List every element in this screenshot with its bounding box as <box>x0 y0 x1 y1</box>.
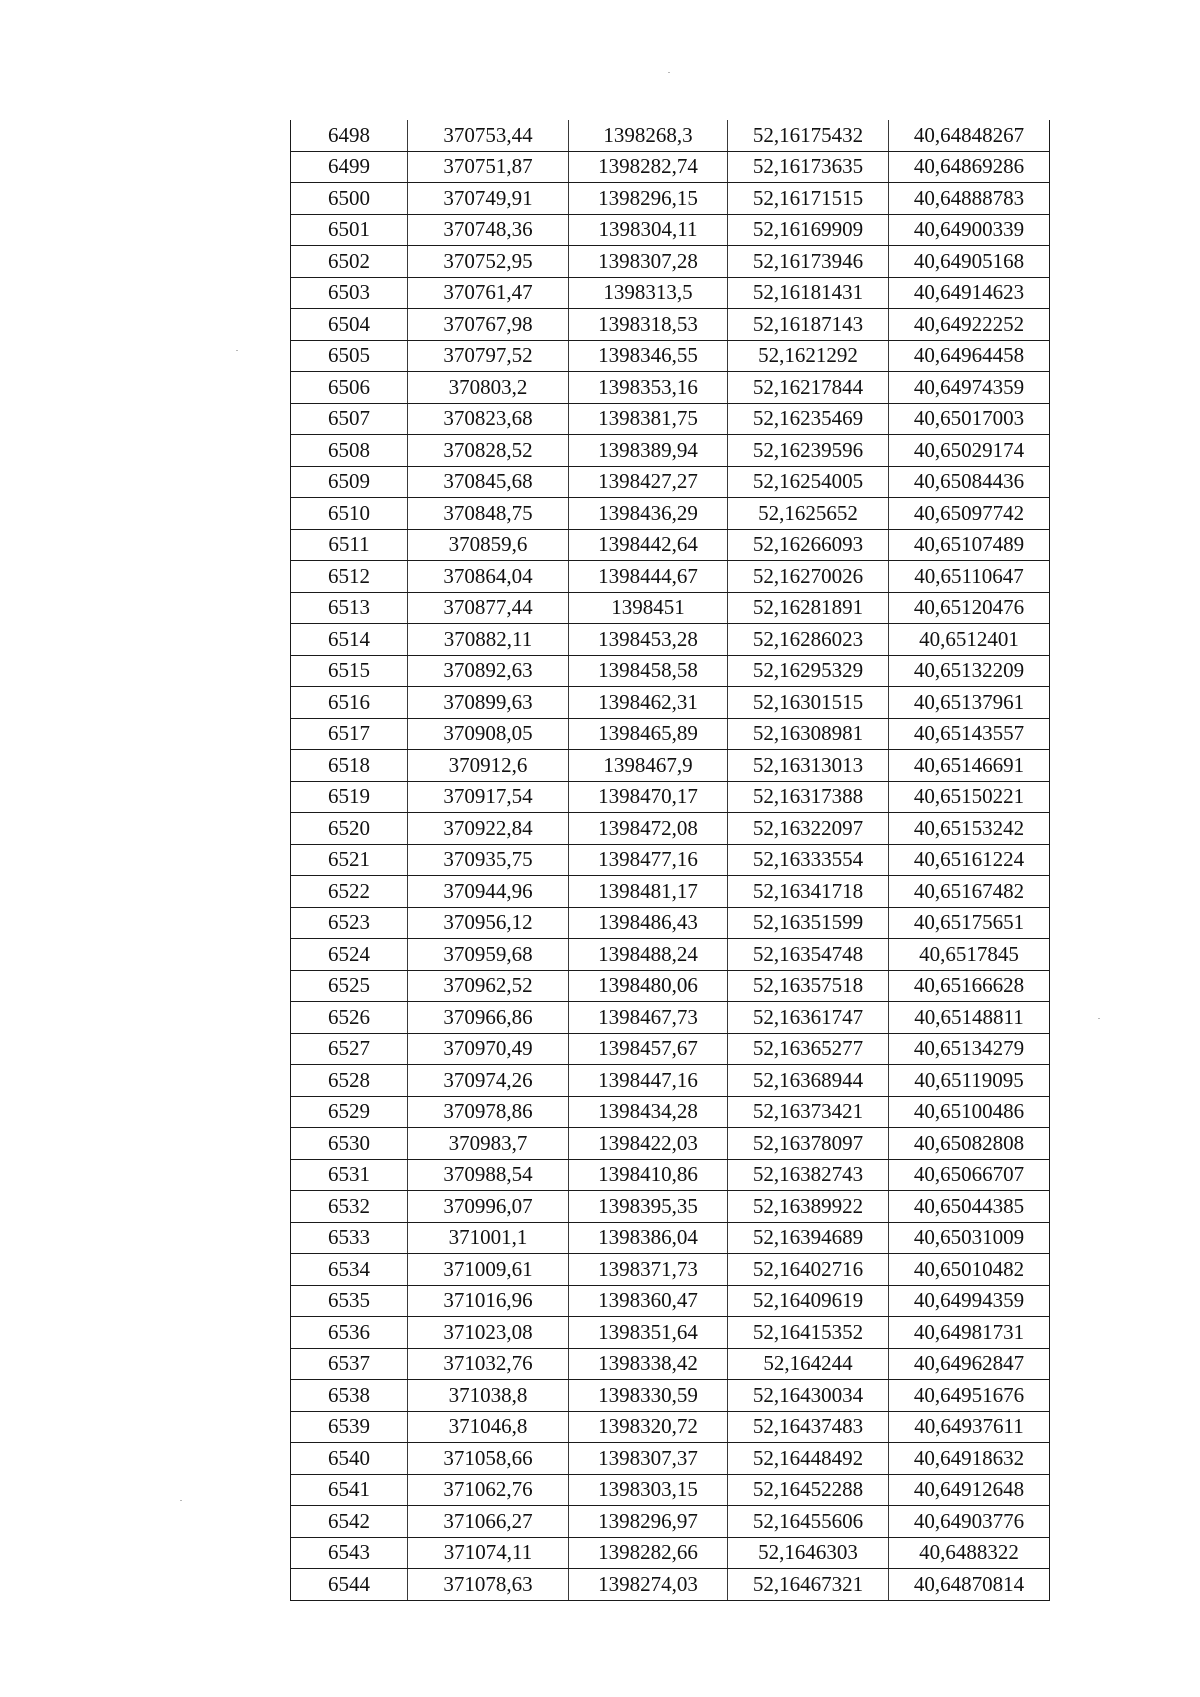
y-coordinate-cell: 1398453,28 <box>569 624 728 656</box>
table-row <box>291 939 1050 971</box>
x-coordinate-cell: 370988,54 <box>408 1159 569 1191</box>
table-row <box>291 1254 1050 1286</box>
longitude-cell: 40,65119095 <box>889 1065 1050 1097</box>
point-number-cell: 6506 <box>291 372 408 404</box>
table-row <box>291 1443 1050 1475</box>
point-number-cell: 6534 <box>291 1254 408 1286</box>
latitude-cell: 52,16181431 <box>728 277 889 309</box>
point-number-cell: 6515 <box>291 655 408 687</box>
latitude-cell: 52,16217844 <box>728 372 889 404</box>
x-coordinate-cell: 370917,54 <box>408 781 569 813</box>
latitude-cell: 52,1646303 <box>728 1537 889 1569</box>
x-coordinate-cell: 370753,44 <box>408 120 569 151</box>
point-number-cell: 6499 <box>291 151 408 183</box>
longitude-cell: 40,64922252 <box>889 309 1050 341</box>
y-coordinate-cell: 1398307,28 <box>569 246 728 278</box>
y-coordinate-cell: 1398371,73 <box>569 1254 728 1286</box>
longitude-cell: 40,64981731 <box>889 1317 1050 1349</box>
latitude-cell: 52,16430034 <box>728 1380 889 1412</box>
y-coordinate-cell: 1398462,31 <box>569 687 728 719</box>
longitude-cell: 40,64912648 <box>889 1474 1050 1506</box>
y-coordinate-cell: 1398477,16 <box>569 844 728 876</box>
point-number-cell: 6533 <box>291 1222 408 1254</box>
x-coordinate-cell: 370956,12 <box>408 907 569 939</box>
table-row <box>291 1002 1050 1034</box>
longitude-cell: 40,65120476 <box>889 592 1050 624</box>
point-number-cell: 6507 <box>291 403 408 435</box>
point-number-cell: 6539 <box>291 1411 408 1443</box>
table-row <box>291 214 1050 246</box>
table-row <box>291 120 1050 151</box>
x-coordinate-cell: 371001,1 <box>408 1222 569 1254</box>
point-number-cell: 6503 <box>291 277 408 309</box>
longitude-cell: 40,65082808 <box>889 1128 1050 1160</box>
latitude-cell: 52,16187143 <box>728 309 889 341</box>
point-number-cell: 6521 <box>291 844 408 876</box>
latitude-cell: 52,16173946 <box>728 246 889 278</box>
y-coordinate-cell: 1398346,55 <box>569 340 728 372</box>
latitude-cell: 52,16415352 <box>728 1317 889 1349</box>
longitude-cell: 40,64869286 <box>889 151 1050 183</box>
x-coordinate-cell: 370959,68 <box>408 939 569 971</box>
y-coordinate-cell: 1398480,06 <box>569 970 728 1002</box>
x-coordinate-cell: 370761,47 <box>408 277 569 309</box>
longitude-cell: 40,65166628 <box>889 970 1050 1002</box>
x-coordinate-cell: 370848,75 <box>408 498 569 530</box>
table-row <box>291 1096 1050 1128</box>
longitude-cell: 40,6517845 <box>889 939 1050 971</box>
point-number-cell: 6531 <box>291 1159 408 1191</box>
y-coordinate-cell: 1398427,27 <box>569 466 728 498</box>
longitude-cell: 40,6488322 <box>889 1537 1050 1569</box>
y-coordinate-cell: 1398353,16 <box>569 372 728 404</box>
point-number-cell: 6522 <box>291 876 408 908</box>
x-coordinate-cell: 370970,49 <box>408 1033 569 1065</box>
y-coordinate-cell: 1398395,35 <box>569 1191 728 1223</box>
point-number-cell: 6501 <box>291 214 408 246</box>
point-number-cell: 6529 <box>291 1096 408 1128</box>
point-number-cell: 6530 <box>291 1128 408 1160</box>
longitude-cell: 40,64951676 <box>889 1380 1050 1412</box>
latitude-cell: 52,16378097 <box>728 1128 889 1160</box>
longitude-cell: 40,64870814 <box>889 1569 1050 1601</box>
longitude-cell: 40,64903776 <box>889 1506 1050 1538</box>
y-coordinate-cell: 1398481,17 <box>569 876 728 908</box>
y-coordinate-cell: 1398360,47 <box>569 1285 728 1317</box>
x-coordinate-cell: 370983,7 <box>408 1128 569 1160</box>
x-coordinate-cell: 370978,86 <box>408 1096 569 1128</box>
longitude-cell: 40,64888783 <box>889 183 1050 215</box>
x-coordinate-cell: 370892,63 <box>408 655 569 687</box>
longitude-cell: 40,65167482 <box>889 876 1050 908</box>
point-number-cell: 6520 <box>291 813 408 845</box>
point-number-cell: 6498 <box>291 120 408 151</box>
longitude-cell: 40,65175651 <box>889 907 1050 939</box>
table-row <box>291 1569 1050 1601</box>
x-coordinate-cell: 371058,66 <box>408 1443 569 1475</box>
latitude-cell: 52,16354748 <box>728 939 889 971</box>
x-coordinate-cell: 370996,07 <box>408 1191 569 1223</box>
y-coordinate-cell: 1398313,5 <box>569 277 728 309</box>
latitude-cell: 52,16351599 <box>728 907 889 939</box>
table-row <box>291 1348 1050 1380</box>
table-row <box>291 466 1050 498</box>
latitude-cell: 52,16322097 <box>728 813 889 845</box>
table-row <box>291 750 1050 782</box>
longitude-cell: 40,64905168 <box>889 246 1050 278</box>
scan-speck <box>180 1500 182 1501</box>
longitude-cell: 40,64962847 <box>889 1348 1050 1380</box>
latitude-cell: 52,16389922 <box>728 1191 889 1223</box>
longitude-cell: 40,65017003 <box>889 403 1050 435</box>
table-row <box>291 1317 1050 1349</box>
point-number-cell: 6504 <box>291 309 408 341</box>
latitude-cell: 52,16301515 <box>728 687 889 719</box>
longitude-cell: 40,65107489 <box>889 529 1050 561</box>
point-number-cell: 6505 <box>291 340 408 372</box>
table-row <box>291 1159 1050 1191</box>
latitude-cell: 52,16394689 <box>728 1222 889 1254</box>
point-number-cell: 6502 <box>291 246 408 278</box>
x-coordinate-cell: 370935,75 <box>408 844 569 876</box>
table-row <box>291 1285 1050 1317</box>
y-coordinate-cell: 1398444,67 <box>569 561 728 593</box>
longitude-cell: 40,65084436 <box>889 466 1050 498</box>
longitude-cell: 40,64974359 <box>889 372 1050 404</box>
point-number-cell: 6508 <box>291 435 408 467</box>
x-coordinate-cell: 370944,96 <box>408 876 569 908</box>
coordinate-table-body <box>291 120 1050 1600</box>
table-row <box>291 718 1050 750</box>
y-coordinate-cell: 1398351,64 <box>569 1317 728 1349</box>
table-row <box>291 813 1050 845</box>
y-coordinate-cell: 1398434,28 <box>569 1096 728 1128</box>
table-row <box>291 561 1050 593</box>
table-row <box>291 655 1050 687</box>
latitude-cell: 52,16361747 <box>728 1002 889 1034</box>
point-number-cell: 6536 <box>291 1317 408 1349</box>
table-row <box>291 907 1050 939</box>
y-coordinate-cell: 1398296,15 <box>569 183 728 215</box>
latitude-cell: 52,16175432 <box>728 120 889 151</box>
point-number-cell: 6512 <box>291 561 408 593</box>
latitude-cell: 52,16169909 <box>728 214 889 246</box>
y-coordinate-cell: 1398472,08 <box>569 813 728 845</box>
latitude-cell: 52,16467321 <box>728 1569 889 1601</box>
point-number-cell: 6517 <box>291 718 408 750</box>
latitude-cell: 52,16368944 <box>728 1065 889 1097</box>
longitude-cell: 40,65100486 <box>889 1096 1050 1128</box>
coordinate-table <box>290 120 1050 1601</box>
longitude-cell: 40,65148811 <box>889 1002 1050 1034</box>
longitude-cell: 40,65031009 <box>889 1222 1050 1254</box>
longitude-cell: 40,6512401 <box>889 624 1050 656</box>
point-number-cell: 6509 <box>291 466 408 498</box>
table-row <box>291 1380 1050 1412</box>
x-coordinate-cell: 370859,6 <box>408 529 569 561</box>
x-coordinate-cell: 370823,68 <box>408 403 569 435</box>
y-coordinate-cell: 1398320,72 <box>569 1411 728 1443</box>
table-row <box>291 246 1050 278</box>
latitude-cell: 52,16382743 <box>728 1159 889 1191</box>
latitude-cell: 52,16270026 <box>728 561 889 593</box>
table-row <box>291 1537 1050 1569</box>
x-coordinate-cell: 371078,63 <box>408 1569 569 1601</box>
x-coordinate-cell: 370797,52 <box>408 340 569 372</box>
y-coordinate-cell: 1398389,94 <box>569 435 728 467</box>
point-number-cell: 6526 <box>291 1002 408 1034</box>
latitude-cell: 52,16235469 <box>728 403 889 435</box>
point-number-cell: 6540 <box>291 1443 408 1475</box>
latitude-cell: 52,16173635 <box>728 151 889 183</box>
table-row <box>291 844 1050 876</box>
latitude-cell: 52,16373421 <box>728 1096 889 1128</box>
x-coordinate-cell: 370899,63 <box>408 687 569 719</box>
latitude-cell: 52,16448492 <box>728 1443 889 1475</box>
table-row <box>291 1033 1050 1065</box>
y-coordinate-cell: 1398274,03 <box>569 1569 728 1601</box>
longitude-cell: 40,64848267 <box>889 120 1050 151</box>
longitude-cell: 40,65097742 <box>889 498 1050 530</box>
x-coordinate-cell: 370828,52 <box>408 435 569 467</box>
longitude-cell: 40,65010482 <box>889 1254 1050 1286</box>
longitude-cell: 40,65044385 <box>889 1191 1050 1223</box>
x-coordinate-cell: 370882,11 <box>408 624 569 656</box>
table-row <box>291 876 1050 908</box>
x-coordinate-cell: 370803,2 <box>408 372 569 404</box>
table-row <box>291 592 1050 624</box>
longitude-cell: 40,65110647 <box>889 561 1050 593</box>
point-number-cell: 6525 <box>291 970 408 1002</box>
x-coordinate-cell: 370974,26 <box>408 1065 569 1097</box>
y-coordinate-cell: 1398338,42 <box>569 1348 728 1380</box>
y-coordinate-cell: 1398318,53 <box>569 309 728 341</box>
table-row <box>291 687 1050 719</box>
table-row <box>291 1506 1050 1538</box>
point-number-cell: 6538 <box>291 1380 408 1412</box>
point-number-cell: 6541 <box>291 1474 408 1506</box>
x-coordinate-cell: 370767,98 <box>408 309 569 341</box>
longitude-cell: 40,64918632 <box>889 1443 1050 1475</box>
table-row <box>291 435 1050 467</box>
latitude-cell: 52,16365277 <box>728 1033 889 1065</box>
longitude-cell: 40,65029174 <box>889 435 1050 467</box>
table-row <box>291 1411 1050 1443</box>
table-row <box>291 403 1050 435</box>
y-coordinate-cell: 1398442,64 <box>569 529 728 561</box>
x-coordinate-cell: 371038,8 <box>408 1380 569 1412</box>
table-row <box>291 498 1050 530</box>
point-number-cell: 6532 <box>291 1191 408 1223</box>
x-coordinate-cell: 370752,95 <box>408 246 569 278</box>
longitude-cell: 40,65153242 <box>889 813 1050 845</box>
point-number-cell: 6510 <box>291 498 408 530</box>
x-coordinate-cell: 370845,68 <box>408 466 569 498</box>
latitude-cell: 52,16341718 <box>728 876 889 908</box>
longitude-cell: 40,64994359 <box>889 1285 1050 1317</box>
longitude-cell: 40,65146691 <box>889 750 1050 782</box>
table-row <box>291 309 1050 341</box>
point-number-cell: 6543 <box>291 1537 408 1569</box>
y-coordinate-cell: 1398467,9 <box>569 750 728 782</box>
latitude-cell: 52,16286023 <box>728 624 889 656</box>
longitude-cell: 40,64937611 <box>889 1411 1050 1443</box>
latitude-cell: 52,16452288 <box>728 1474 889 1506</box>
x-coordinate-cell: 370962,52 <box>408 970 569 1002</box>
y-coordinate-cell: 1398488,24 <box>569 939 728 971</box>
table-row <box>291 1065 1050 1097</box>
table-row <box>291 970 1050 1002</box>
y-coordinate-cell: 1398457,67 <box>569 1033 728 1065</box>
x-coordinate-cell: 371046,8 <box>408 1411 569 1443</box>
y-coordinate-cell: 1398458,58 <box>569 655 728 687</box>
point-number-cell: 6537 <box>291 1348 408 1380</box>
y-coordinate-cell: 1398410,86 <box>569 1159 728 1191</box>
point-number-cell: 6511 <box>291 529 408 561</box>
latitude-cell: 52,16357518 <box>728 970 889 1002</box>
point-number-cell: 6524 <box>291 939 408 971</box>
x-coordinate-cell: 370748,36 <box>408 214 569 246</box>
point-number-cell: 6519 <box>291 781 408 813</box>
x-coordinate-cell: 371066,27 <box>408 1506 569 1538</box>
latitude-cell: 52,16402716 <box>728 1254 889 1286</box>
point-number-cell: 6542 <box>291 1506 408 1538</box>
latitude-cell: 52,16313013 <box>728 750 889 782</box>
latitude-cell: 52,16317388 <box>728 781 889 813</box>
table-row <box>291 624 1050 656</box>
latitude-cell: 52,164244 <box>728 1348 889 1380</box>
y-coordinate-cell: 1398282,66 <box>569 1537 728 1569</box>
latitude-cell: 52,16437483 <box>728 1411 889 1443</box>
point-number-cell: 6516 <box>291 687 408 719</box>
x-coordinate-cell: 370912,6 <box>408 750 569 782</box>
point-number-cell: 6535 <box>291 1285 408 1317</box>
y-coordinate-cell: 1398268,3 <box>569 120 728 151</box>
x-coordinate-cell: 370877,44 <box>408 592 569 624</box>
x-coordinate-cell: 371032,76 <box>408 1348 569 1380</box>
longitude-cell: 40,64900339 <box>889 214 1050 246</box>
x-coordinate-cell: 370908,05 <box>408 718 569 750</box>
y-coordinate-cell: 1398330,59 <box>569 1380 728 1412</box>
table-row <box>291 1222 1050 1254</box>
point-number-cell: 6513 <box>291 592 408 624</box>
latitude-cell: 52,16239596 <box>728 435 889 467</box>
table-row <box>291 151 1050 183</box>
longitude-cell: 40,65066707 <box>889 1159 1050 1191</box>
table-row <box>291 277 1050 309</box>
y-coordinate-cell: 1398307,37 <box>569 1443 728 1475</box>
x-coordinate-cell: 371062,76 <box>408 1474 569 1506</box>
x-coordinate-cell: 370922,84 <box>408 813 569 845</box>
longitude-cell: 40,64914623 <box>889 277 1050 309</box>
y-coordinate-cell: 1398296,97 <box>569 1506 728 1538</box>
latitude-cell: 52,16295329 <box>728 655 889 687</box>
table-row <box>291 1128 1050 1160</box>
y-coordinate-cell: 1398470,17 <box>569 781 728 813</box>
longitude-cell: 40,64964458 <box>889 340 1050 372</box>
y-coordinate-cell: 1398486,43 <box>569 907 728 939</box>
point-number-cell: 6528 <box>291 1065 408 1097</box>
point-number-cell: 6514 <box>291 624 408 656</box>
point-number-cell: 6527 <box>291 1033 408 1065</box>
y-coordinate-cell: 1398422,03 <box>569 1128 728 1160</box>
table-row <box>291 1191 1050 1223</box>
y-coordinate-cell: 1398282,74 <box>569 151 728 183</box>
x-coordinate-cell: 371074,11 <box>408 1537 569 1569</box>
latitude-cell: 52,16308981 <box>728 718 889 750</box>
longitude-cell: 40,65150221 <box>889 781 1050 813</box>
y-coordinate-cell: 1398303,15 <box>569 1474 728 1506</box>
table-row <box>291 1474 1050 1506</box>
longitude-cell: 40,65161224 <box>889 844 1050 876</box>
longitude-cell: 40,65137961 <box>889 687 1050 719</box>
longitude-cell: 40,65132209 <box>889 655 1050 687</box>
x-coordinate-cell: 371023,08 <box>408 1317 569 1349</box>
y-coordinate-cell: 1398436,29 <box>569 498 728 530</box>
table-row <box>291 372 1050 404</box>
point-number-cell: 6523 <box>291 907 408 939</box>
point-number-cell: 6518 <box>291 750 408 782</box>
y-coordinate-cell: 1398447,16 <box>569 1065 728 1097</box>
y-coordinate-cell: 1398386,04 <box>569 1222 728 1254</box>
scan-speck <box>668 72 670 73</box>
x-coordinate-cell: 371016,96 <box>408 1285 569 1317</box>
x-coordinate-cell: 370966,86 <box>408 1002 569 1034</box>
latitude-cell: 52,1625652 <box>728 498 889 530</box>
table-row <box>291 183 1050 215</box>
latitude-cell: 52,16281891 <box>728 592 889 624</box>
table-row <box>291 340 1050 372</box>
y-coordinate-cell: 1398467,73 <box>569 1002 728 1034</box>
table-row <box>291 529 1050 561</box>
latitude-cell: 52,16455606 <box>728 1506 889 1538</box>
x-coordinate-cell: 370864,04 <box>408 561 569 593</box>
latitude-cell: 52,1621292 <box>728 340 889 372</box>
latitude-cell: 52,16254005 <box>728 466 889 498</box>
longitude-cell: 40,65134279 <box>889 1033 1050 1065</box>
table-row <box>291 781 1050 813</box>
scan-speck <box>1098 1018 1100 1019</box>
latitude-cell: 52,16409619 <box>728 1285 889 1317</box>
x-coordinate-cell: 371009,61 <box>408 1254 569 1286</box>
scan-speck <box>236 350 238 351</box>
x-coordinate-cell: 370749,91 <box>408 183 569 215</box>
y-coordinate-cell: 1398451 <box>569 592 728 624</box>
y-coordinate-cell: 1398381,75 <box>569 403 728 435</box>
x-coordinate-cell: 370751,87 <box>408 151 569 183</box>
longitude-cell: 40,65143557 <box>889 718 1050 750</box>
y-coordinate-cell: 1398304,11 <box>569 214 728 246</box>
point-number-cell: 6500 <box>291 183 408 215</box>
y-coordinate-cell: 1398465,89 <box>569 718 728 750</box>
point-number-cell: 6544 <box>291 1569 408 1601</box>
latitude-cell: 52,16333554 <box>728 844 889 876</box>
latitude-cell: 52,16171515 <box>728 183 889 215</box>
latitude-cell: 52,16266093 <box>728 529 889 561</box>
